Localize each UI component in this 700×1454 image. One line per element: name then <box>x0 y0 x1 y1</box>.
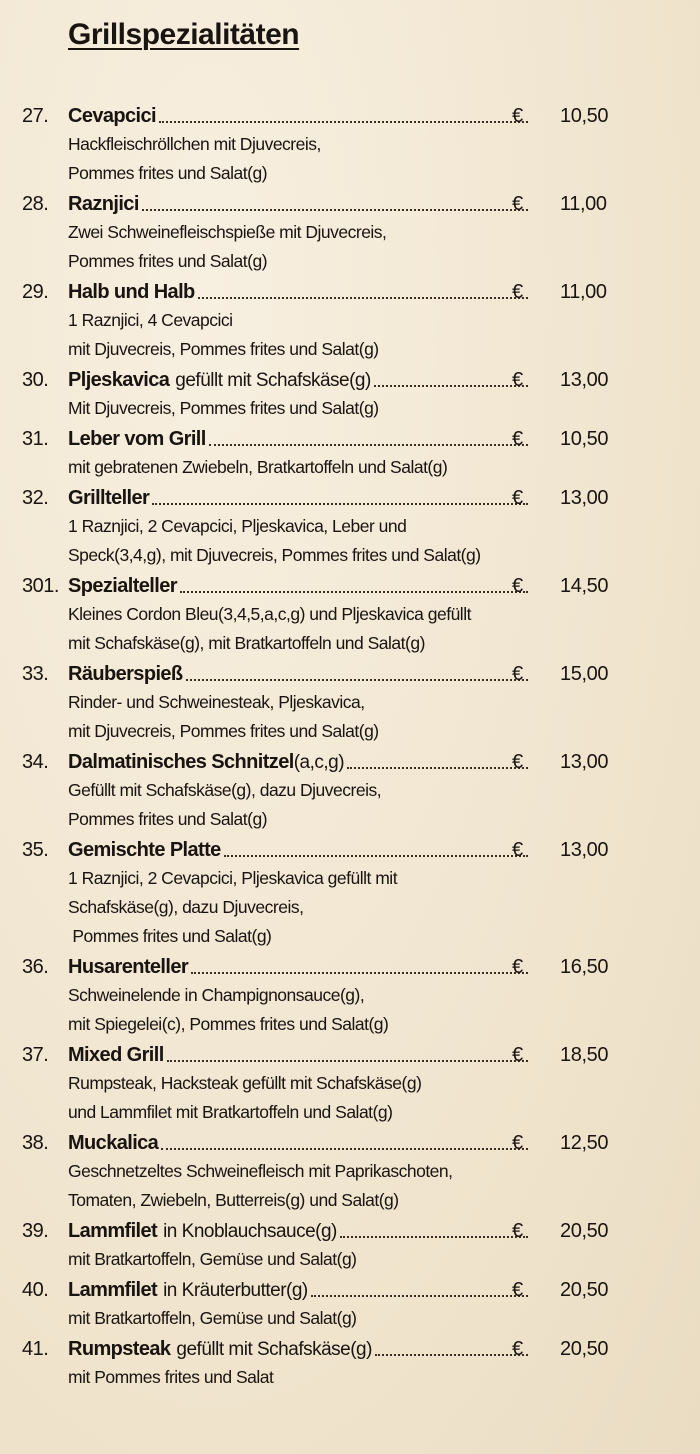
currency-symbol: € <box>512 1279 524 1301</box>
item-name-line <box>68 663 530 686</box>
menu-item-header <box>0 1333 700 1363</box>
item-name: Rumpsteak <box>68 1338 171 1360</box>
page-title: Grillspezialitäten <box>68 18 300 51</box>
item-description <box>68 512 548 570</box>
dot-leader <box>152 501 528 505</box>
currency-symbol: € <box>512 428 524 450</box>
item-price: 18,50 <box>560 1044 609 1066</box>
item-price: 20,50 <box>560 1220 609 1242</box>
item-name-line <box>68 956 530 979</box>
menu-item-header <box>0 834 700 864</box>
dot-leader <box>180 589 528 593</box>
item-name-line <box>68 281 530 304</box>
item-number: 32. <box>22 487 49 509</box>
menu-item <box>0 951 700 1039</box>
item-price: 20,50 <box>560 1338 609 1360</box>
dot-leader <box>198 295 528 299</box>
item-price: 10,50 <box>560 105 609 127</box>
item-name: Räuberspieß <box>68 663 183 685</box>
item-name-line <box>68 487 530 510</box>
menu-item-header <box>0 482 700 512</box>
item-name-line <box>68 1220 530 1243</box>
item-description <box>68 1245 548 1274</box>
dot-leader <box>340 1234 528 1238</box>
currency-symbol: € <box>512 281 524 303</box>
menu-item <box>0 482 700 570</box>
item-description <box>68 981 548 1039</box>
item-name: Lammfilet <box>68 1220 158 1242</box>
description-line: mit gebratenen Zwiebeln, Bratkartoffeln und Salat(g) <box>68 457 448 477</box>
description-line: Gefüllt mit Schafskäse(g), dazu Djuvecreis, <box>68 780 382 800</box>
menu-item <box>0 1274 700 1333</box>
item-name: Gemischte Platte <box>68 839 221 861</box>
menu-item-header <box>0 1274 700 1304</box>
description-line: Schweinelende in Champignonsauce(g), <box>68 985 365 1005</box>
menu-item <box>0 658 700 746</box>
item-name: Dalmatinisches Schnitzel <box>68 751 294 773</box>
dot-leader <box>224 853 528 857</box>
dot-leader <box>186 677 528 681</box>
menu-item-header <box>0 276 700 306</box>
currency-symbol: € <box>512 956 524 978</box>
item-name-line <box>68 369 530 392</box>
item-name-line <box>68 1338 530 1361</box>
item-number: 301. <box>22 575 59 597</box>
item-number: 34. <box>22 751 49 773</box>
item-name: Grillteller <box>68 487 150 509</box>
item-name-line <box>68 193 530 216</box>
item-number: 30. <box>22 369 49 391</box>
dot-leader <box>167 1058 528 1062</box>
menu-item <box>0 746 700 834</box>
item-description <box>68 130 548 188</box>
menu-item-header <box>0 951 700 981</box>
menu-item-header <box>0 100 700 130</box>
menu-item-header <box>0 423 700 453</box>
item-description <box>68 453 548 482</box>
item-number: 35. <box>22 839 49 861</box>
item-description <box>68 864 548 951</box>
item-name-line <box>68 105 530 128</box>
item-description <box>68 306 548 364</box>
item-price: 14,50 <box>560 575 609 597</box>
description-line: Tomaten, Zwiebeln, Butterreis(g) und Salat(g) <box>68 1190 399 1210</box>
description-line: mit Bratkartoffeln, Gemüse und Salat(g) <box>68 1308 357 1328</box>
menu-item <box>0 188 700 276</box>
description-line: 1 Raznjici, 2 Cevapcici, Pljeskavica gefüllt mit <box>68 868 398 888</box>
item-number: 28. <box>22 193 49 215</box>
menu-item-header <box>0 746 700 776</box>
dot-leader <box>209 442 528 446</box>
item-number: 41. <box>22 1338 49 1360</box>
currency-symbol: € <box>512 663 524 685</box>
item-number: 29. <box>22 281 49 303</box>
menu-item <box>0 1333 700 1392</box>
item-name: Lammfilet <box>68 1279 158 1301</box>
item-name-extra: in Knoblauchsauce(g) <box>163 1221 337 1242</box>
item-name-extra: (a,c,g) <box>293 752 345 773</box>
description-line: mit Djuvecreis, Pommes frites und Salat(g) <box>68 721 379 741</box>
item-price: 13,00 <box>560 369 609 391</box>
item-name: Raznjici <box>68 193 139 215</box>
item-name: Halb und Halb <box>68 281 195 303</box>
currency-symbol: € <box>512 487 524 509</box>
item-name: Muckalica <box>68 1132 159 1154</box>
item-name-line <box>68 1279 530 1302</box>
menu-item-header <box>0 658 700 688</box>
item-number: 37. <box>22 1044 49 1066</box>
item-price: 13,00 <box>560 751 609 773</box>
item-number: 33. <box>22 663 49 685</box>
item-description <box>68 1157 548 1215</box>
item-name-line <box>68 428 530 451</box>
item-name: Husarenteller <box>68 956 189 978</box>
description-line: Pommes frites und Salat(g) <box>68 251 268 271</box>
description-line: 1 Raznjici, 2 Cevapcici, Pljeskavica, Leber und <box>68 516 407 536</box>
item-description <box>68 688 548 746</box>
description-line: Hackfleischröllchen mit Djuvecreis, <box>68 134 321 154</box>
item-name: Spezialteller <box>68 575 177 597</box>
currency-symbol: € <box>512 105 524 127</box>
item-name: Leber vom Grill <box>68 428 206 450</box>
currency-symbol: € <box>512 1044 524 1066</box>
item-name-line <box>68 751 530 774</box>
item-description <box>68 394 548 423</box>
currency-symbol: € <box>512 1132 524 1154</box>
currency-symbol: € <box>512 369 524 391</box>
menu-item-header <box>0 364 700 394</box>
description-line: Mit Djuvecreis, Pommes frites und Salat(g) <box>68 398 379 418</box>
item-number: 27. <box>22 105 49 127</box>
item-number: 39. <box>22 1220 49 1242</box>
menu-item <box>0 1127 700 1215</box>
menu-item <box>0 364 700 423</box>
menu-item <box>0 276 700 364</box>
item-price: 13,00 <box>560 487 609 509</box>
description-line: Schafskäse(g), dazu Djuvecreis, <box>68 897 304 917</box>
currency-symbol: € <box>512 193 524 215</box>
menu-item-header <box>0 188 700 218</box>
dot-leader <box>191 970 528 974</box>
item-name-line <box>68 1044 530 1067</box>
dot-leader <box>375 1352 528 1356</box>
menu-item-header <box>0 1215 700 1245</box>
item-price: 16,50 <box>560 956 609 978</box>
item-description <box>68 218 548 276</box>
item-name-line <box>68 839 530 862</box>
item-name: Cevapcici <box>68 105 156 127</box>
item-price: 10,50 <box>560 428 609 450</box>
description-line: Pommes frites und Salat(g) <box>68 163 268 183</box>
description-line: mit Spiegelei(c), Pommes frites und Salat(g) <box>68 1014 389 1034</box>
description-line: Pommes frites und Salat(g) <box>68 926 272 946</box>
menu-item <box>0 834 700 951</box>
menu-item-header <box>0 1039 700 1069</box>
menu-item <box>0 570 700 658</box>
item-price: 15,00 <box>560 663 609 685</box>
item-description <box>68 1304 548 1333</box>
item-description <box>68 600 548 658</box>
dot-leader <box>161 1146 528 1150</box>
description-line: mit Bratkartoffeln, Gemüse und Salat(g) <box>68 1249 357 1269</box>
dot-leader <box>142 207 528 211</box>
item-name-extra: gefüllt mit Schafskäse(g) <box>175 370 371 391</box>
item-number: 31. <box>22 428 49 450</box>
dot-leader <box>374 383 528 387</box>
item-price: 12,50 <box>560 1132 609 1154</box>
currency-symbol: € <box>512 1338 524 1360</box>
item-number: 36. <box>22 956 49 978</box>
dot-leader <box>347 765 528 769</box>
description-line: mit Schafskäse(g), mit Bratkartoffeln und Salat(g) <box>68 633 425 653</box>
description-line: Pommes frites und Salat(g) <box>68 809 268 829</box>
menu-item <box>0 1215 700 1274</box>
description-line: Kleines Cordon Bleu(3,4,5,a,c,g) und Pljeskavica gefüllt <box>68 604 471 624</box>
item-price: 11,00 <box>560 281 607 303</box>
item-price: 11,00 <box>560 193 607 215</box>
currency-symbol: € <box>512 839 524 861</box>
item-description <box>68 1069 548 1127</box>
item-name-line <box>68 1132 530 1155</box>
menu-item <box>0 100 700 188</box>
item-description <box>68 776 548 834</box>
description-line: Rinder- und Schweinesteak, Pljeskavica, <box>68 692 365 712</box>
item-name: Pljeskavica <box>68 369 170 391</box>
description-line: 1 Raznjici, 4 Cevapcici <box>68 310 233 330</box>
menu-item <box>0 1039 700 1127</box>
currency-symbol: € <box>512 751 524 773</box>
item-price: 20,50 <box>560 1279 609 1301</box>
item-number: 38. <box>22 1132 49 1154</box>
description-line: Geschnetzeltes Schweinefleisch mit Paprikaschoten, <box>68 1161 453 1181</box>
description-line: mit Djuvecreis, Pommes frites und Salat(g) <box>68 339 379 359</box>
menu-item-header <box>0 1127 700 1157</box>
item-name-line <box>68 575 530 598</box>
item-number: 40. <box>22 1279 49 1301</box>
currency-symbol: € <box>512 1220 524 1242</box>
menu-item-header <box>0 570 700 600</box>
currency-symbol: € <box>512 575 524 597</box>
item-price: 13,00 <box>560 839 609 861</box>
item-description <box>68 1363 548 1392</box>
description-line: Rumpsteak, Hacksteak gefüllt mit Schafskäse(g) <box>68 1073 422 1093</box>
dot-leader <box>159 119 528 123</box>
description-line: Speck(3,4,g), mit Djuvecreis, Pommes frites und Salat(g) <box>68 545 481 565</box>
item-name-extra: gefüllt mit Schafskäse(g) <box>176 1339 372 1360</box>
item-name-extra: in Kräuterbutter(g) <box>163 1280 308 1301</box>
description-line: mit Pommes frites und Salat <box>68 1367 274 1387</box>
dot-leader <box>311 1293 528 1297</box>
menu-list <box>0 100 700 1392</box>
menu-item <box>0 423 700 482</box>
description-line: und Lammfilet mit Bratkartoffeln und Salat(g) <box>68 1102 393 1122</box>
item-name: Mixed Grill <box>68 1044 164 1066</box>
description-line: Zwei Schweinefleischspieße mit Djuvecreis, <box>68 222 387 242</box>
